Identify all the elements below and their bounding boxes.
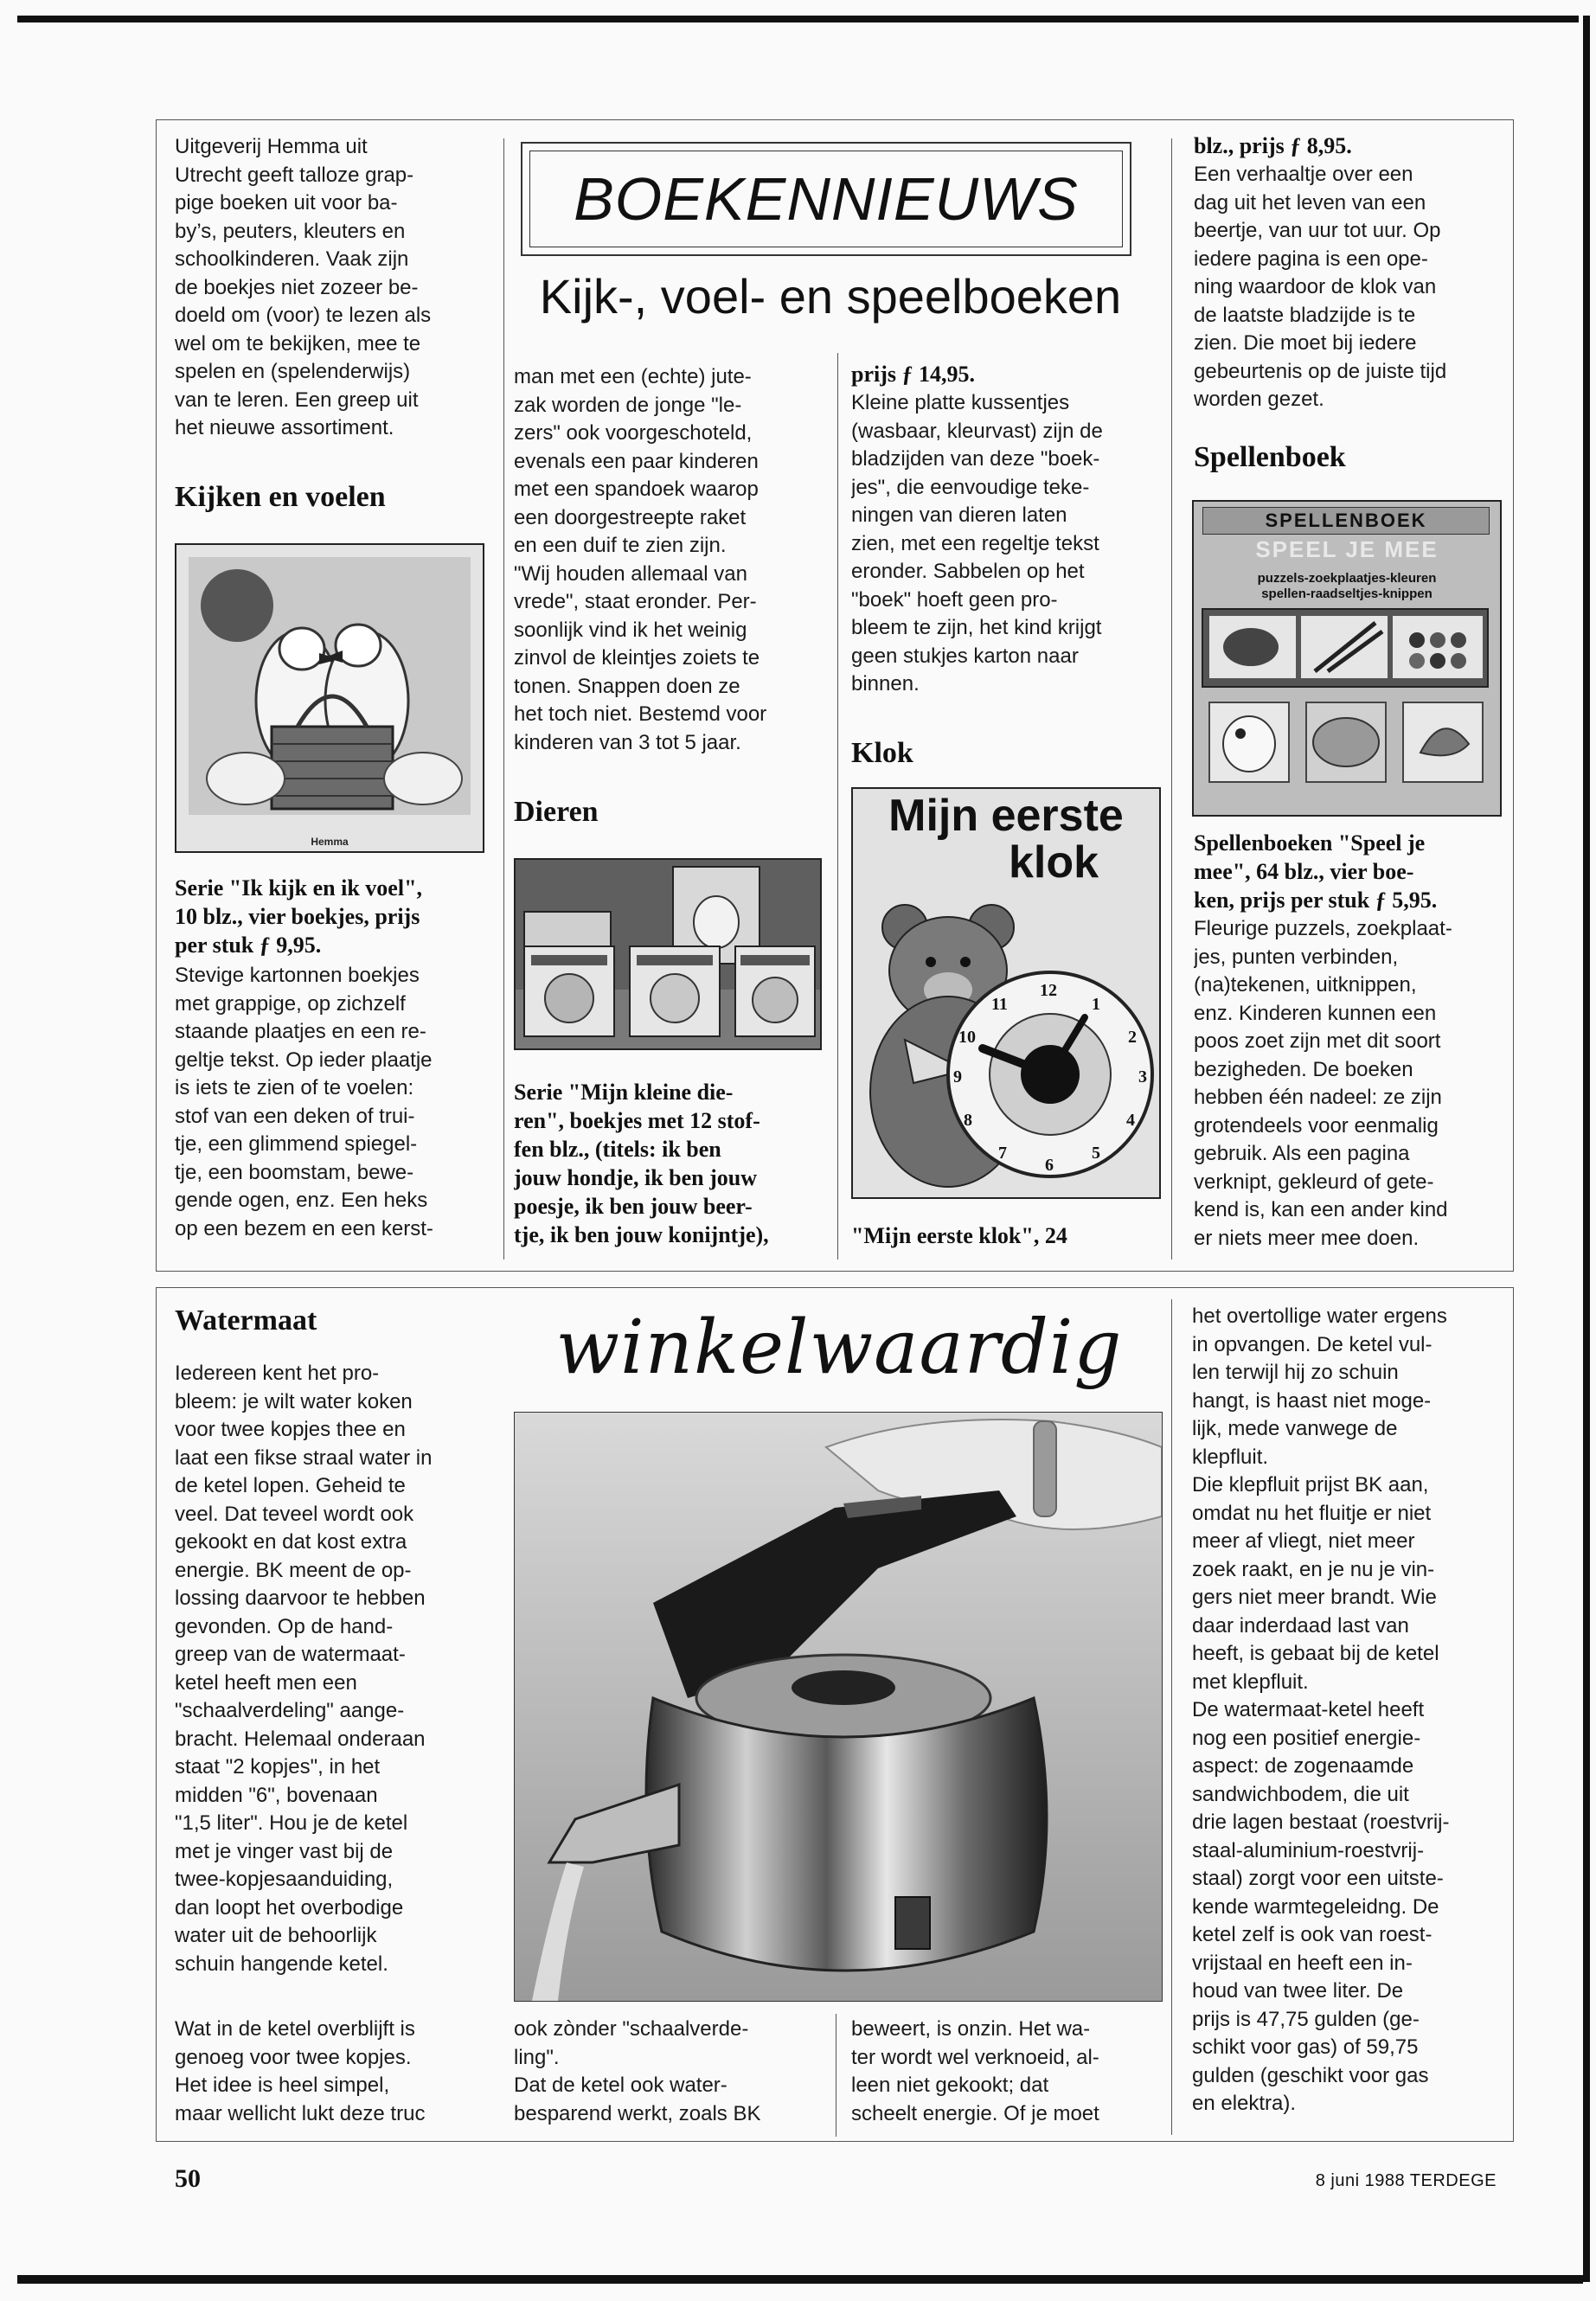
- kijken-book-photo: [175, 543, 484, 853]
- kettle-illustration: [515, 1413, 1162, 2001]
- spellen-cover-title: SPEEL JE MEE: [1255, 536, 1439, 562]
- klok-bold-text: "Mijn eerste klok", 24: [851, 1223, 1067, 1248]
- col2-text: man met een (echte) jute- zak worden de jonge "le- zers" ook voorgeschoteld, evenals een paar kinderen met een spandoek waarop een doorgestreepte raket en een duif te zien zijn. "Wij houden allemaal van vrede", staat eronder. Per- soonlijk vind ik het weinig zinvol de kleintjes zoiets te tonen. Snappen doen ze het toch niet. Bestemd voor kinderen van 3 tot 5 jaar.: [514, 365, 767, 754]
- dieren-books-photo: [514, 858, 822, 1050]
- col4-text: Een verhaaltje over een dag uit het leven van een beertje, van uur tot uur. Op iedere pagina is een ope- ning waardoor de klok van de laatste bladzijde is te zien. Die moet bij iedere gebeurtenis op de juiste tijd worden gezet.: [1194, 163, 1447, 411]
- clock-number-7: 7: [998, 1144, 1007, 1163]
- geese-illustration: [176, 545, 483, 851]
- clock-number-12: 12: [1040, 981, 1057, 1000]
- clock-number-8: 8: [964, 1111, 972, 1130]
- clock-number-1: 1: [1092, 995, 1100, 1014]
- spellen-text: Fleurige puzzels, zoekplaat- jes, punten verbinden, (na)tekenen, uitknippen, enz. Kinderen kunnen een poos zoet zijn met dit soort bezigheden. De boeken hebben één nadeel: ze zijn grotendeels voor eenmalig gebruik. Als een pagina verknipt, gekleurd of gete- kend is, kan een ander kind er niets meer mee doen.: [1194, 917, 1452, 1250]
- section-subtitle: Kijk-, voel- en speelboeken: [539, 269, 1122, 324]
- spellen-cover-illustration: [1194, 502, 1500, 815]
- animal-books-illustration: [516, 860, 820, 1048]
- page-frame-bottom: [17, 2275, 1583, 2284]
- klok-cover-title-line2: klok: [1008, 837, 1099, 888]
- boekennieuws-title-box: [521, 142, 1131, 256]
- clock-number-10: 10: [958, 1028, 976, 1047]
- clock-number-5: 5: [1092, 1144, 1100, 1163]
- spellen-heading: Spellenboek: [1194, 441, 1346, 473]
- dieren-heading: Dieren: [514, 796, 599, 828]
- col3-price: prijs ƒ 14,95.: [851, 362, 975, 387]
- kettle-col2-text: ook zònder "schaalverde- ling". Dat de ketel ook water- besparend werkt, zoals BK: [514, 2017, 761, 2125]
- page-frame-top: [17, 16, 1579, 22]
- spellen-book-photo: [1192, 500, 1502, 817]
- kettle-col3-text: beweert, is onzin. Het wa- ter wordt wel verknoeid, al- leen niet gekookt; dat scheelt energie. Of je moet: [851, 2017, 1099, 2125]
- klok-heading: Klok: [851, 737, 913, 769]
- klok-cover-title-line1: Mijn eerste: [888, 791, 1124, 841]
- spellen-cover-line2: spellen-raadseltjes-knippen: [1261, 586, 1433, 601]
- watermaat-text-b: Wat in de ketel overblijft is genoeg voor twee kopjes. Het idee is heel simpel, maar wellicht lukt deze truc: [175, 2017, 426, 2125]
- page-frame-right: [1583, 16, 1590, 2282]
- kijken-bold-text: Serie "Ik kijk en ik voel", 10 blz., vier boekjes, prijs per stuk ƒ 9,95.: [175, 875, 422, 958]
- kettle-col4-text: het overtollige water ergens in opvangen. De ketel vul- len terwijl hij zo schuin hangt, is haast niet moge- lijk, mede vanwege de klepfluit. Die klepfluit prijst BK aan, omdat nu het fluitje er niet meer af vliegt, niet meer zoek raakt, en je nu je vin- gers niet meer brandt. Wie daar inderdaad last van heeft, is gebaat bij de ketel met klepfluit. De watermaat-ketel heeft nog een positief energie- aspect: de zogenaamde sandwichbodem, die uit drie lagen bestaat (roestvrij- staal-aluminium-roestvrij- staal) zorgt voor een uitste- kende warmtegeleidng. De ketel zelf is ook van roest- vrijstaal en heeft een in- houd van twee liter. De prijs is 47,75 gulden (ge- schikt voor gas) of 59,75 gulden (geschikt voor gas en elektra).: [1192, 1304, 1450, 2115]
- kijken-text: Stevige kartonnen boekjes met grappige, op zichzelf staande plaatjes en een re- geltje tekst. Op ieder plaatje is iets te zien of te voelen: stof van een deken of trui- tje, een glimmend spiegel- tje, een boomstam, bewe- gende ogen, enz. Een heks op een bezem en een kerst-: [175, 964, 433, 1240]
- section-title: BOEKENNIEUWS: [574, 165, 1079, 233]
- watermaat-heading: Watermaat: [175, 1304, 317, 1336]
- clock-number-3: 3: [1138, 1067, 1147, 1086]
- clock-number-6: 6: [1045, 1156, 1054, 1175]
- col3-text: Kleine platte kussentjes (wasbaar, kleurvast) zijn de bladzijden van deze "boek- jes", die eenvoudige teke- ningen van dieren laten zien, met een regeltje tekst eronder. Sabbelen op het "boek" hoeft geen pro- bleem te zijn, het kind krijgt geen stukjes karton naar binnen.: [851, 391, 1103, 695]
- issue-date: 8 juni 1988 TERDEGE: [1315, 2171, 1497, 2190]
- spellen-cover-line1: puzzels-zoekplaatjes-kleuren: [1257, 571, 1437, 586]
- klok-book-photo: [851, 787, 1161, 1199]
- kettle-photo: [514, 1412, 1163, 2002]
- column-divider: [1171, 138, 1172, 1259]
- winkelwaardig-title: winkelwaardig: [555, 1304, 1123, 1391]
- spellen-bold-text: Spellenboeken "Speel je mee", 64 blz., vier boe- ken, prijs per stuk ƒ 5,95.: [1194, 830, 1438, 913]
- clock-number-2: 2: [1128, 1028, 1137, 1047]
- bear-clock-illustration: [853, 789, 1159, 1197]
- dieren-bold-text: Serie "Mijn kleine die- ren", boekjes met 12 stof- fen blz., (titels: ik ben jouw hondje, ik ben jouw poesje, ik ben jouw beer- tje, ik ben jouw konijntje),: [514, 1080, 769, 1247]
- intro-text: Uitgeverij Hemma uit Utrecht geeft talloze grap- pige boeken uit voor ba- by’s, peuters, kleuters en schoolkinderen. Vaak zijn de boekjes niet zozeer be- doeld om (voor) te lezen als wel om te bekijken, mee te spelen en (spelenderwijs) van te leren. Een greep uit het nieuwe assortiment.: [175, 135, 432, 439]
- column-divider: [1171, 1299, 1172, 2135]
- watermaat-text-a: Iedereen kent het pro- bleem: je wilt water koken voor twee kopjes thee en laat een fikse straal water in de ketel lopen. Geheid te veel. Dat teveel wordt ook gekookt en dat kost extra energie. BK meent de op- lossing daarvoor te hebben gevonden. Op de hand- greep van de watermaat- ketel heeft men een "schaalverdeling" aange- bracht. Helemaal onderaan staat "2 kopjes", in het midden "6", bovenaan "1,5 liter". Hou je de ketel met je vinger vast bij de twee-kopjesaanduiding, dan loopt het overbodige water uit de behoorlijk schuin hangende ketel.: [175, 1362, 433, 1976]
- column-divider: [837, 353, 838, 1259]
- col4-price: blz., prijs ƒ 8,95.: [1194, 133, 1352, 158]
- page-number: 50: [175, 2164, 201, 2193]
- clock-number-11: 11: [991, 995, 1008, 1014]
- clock-number-4: 4: [1126, 1111, 1135, 1130]
- kijken-heading: Kijken en voelen: [175, 481, 386, 513]
- spellen-cover-header: SPELLENBOEK: [1202, 507, 1490, 535]
- column-divider: [503, 138, 504, 1259]
- photo-caption: Hemma: [311, 836, 349, 848]
- clock-number-9: 9: [953, 1067, 962, 1086]
